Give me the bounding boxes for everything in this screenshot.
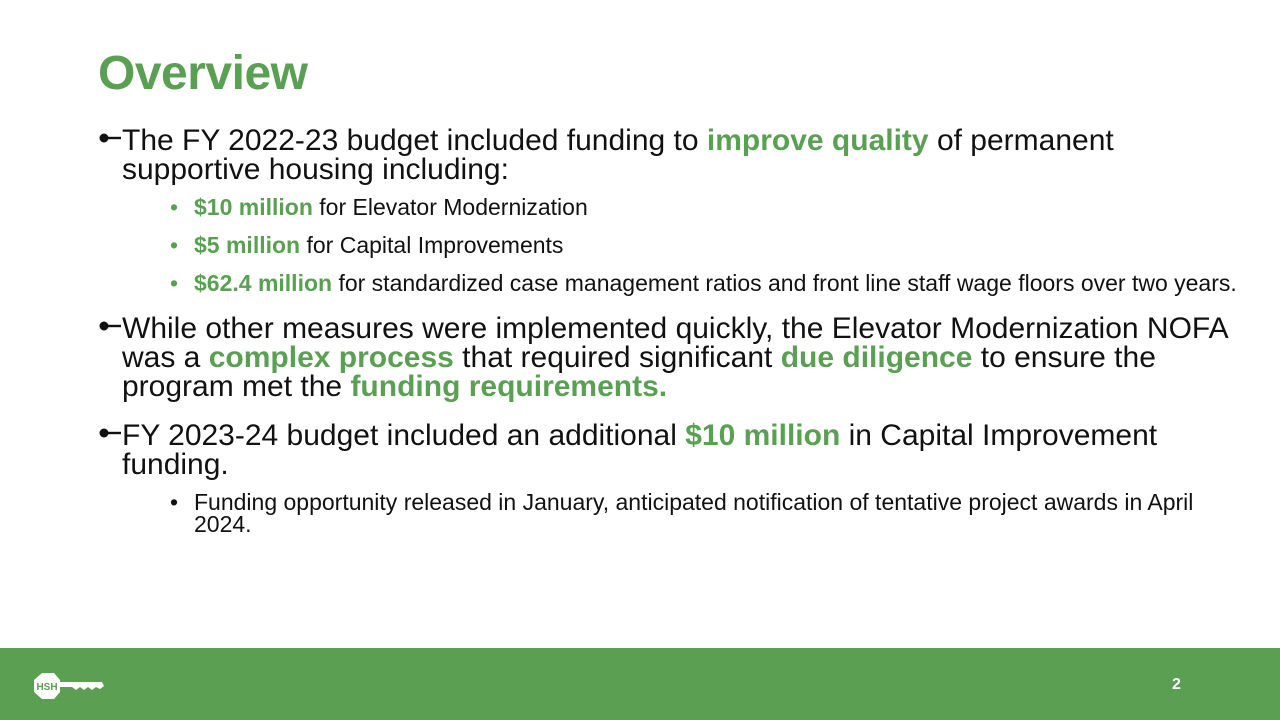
sub-list xyxy=(170,196,1238,294)
hsh-key-logo-icon xyxy=(30,670,106,702)
text: for Elevator Modernization xyxy=(312,194,588,220)
text: that required significant xyxy=(453,341,781,374)
highlight: complex process xyxy=(208,341,454,374)
text: While other measures were implemented quickly, the Elevator Modernization NOFA was a xyxy=(122,312,1227,374)
sub-bullet xyxy=(170,272,1238,294)
sub-bullet xyxy=(170,491,1238,535)
slide-title: Overview xyxy=(98,47,308,100)
page-number: 2 xyxy=(1172,676,1181,693)
sub-bullet xyxy=(170,196,1238,218)
highlight: improve quality xyxy=(706,124,929,157)
bullet-1 xyxy=(98,126,1238,294)
svg-text:HSH: HSH xyxy=(36,682,58,693)
highlight: $62.4 million xyxy=(194,270,333,296)
sub-bullet xyxy=(170,234,1238,256)
text: of permanent supportive housing including: xyxy=(122,124,1114,186)
sub-list xyxy=(170,491,1238,535)
highlight: $5 million xyxy=(194,232,301,258)
text: to ensure the program met the xyxy=(122,341,1156,403)
text: FY 2023-24 budget included an additional xyxy=(122,419,686,452)
text: The FY 2022-23 budget included funding to xyxy=(122,124,707,157)
key-bullet-icon xyxy=(98,423,122,443)
text: Funding opportunity released in January, anticipated notification of tentative project awards in April 2024. xyxy=(194,489,1194,537)
text: for Capital Improvements xyxy=(300,232,564,258)
highlight: funding requirements. xyxy=(350,370,668,403)
highlight: due diligence xyxy=(780,341,973,374)
text: for standardized case management ratios and front line staff wage floors over two years. xyxy=(332,270,1237,296)
text: in Capital Improvement funding. xyxy=(122,419,1158,481)
bullet-3 xyxy=(98,421,1238,535)
key-bullet-icon xyxy=(98,128,122,148)
footer-bar xyxy=(0,648,1280,720)
slide-content xyxy=(98,126,1238,555)
key-bullet-icon xyxy=(98,316,122,336)
highlight: $10 million xyxy=(194,194,313,220)
highlight: $10 million xyxy=(685,419,841,452)
bullet-2 xyxy=(98,314,1238,401)
